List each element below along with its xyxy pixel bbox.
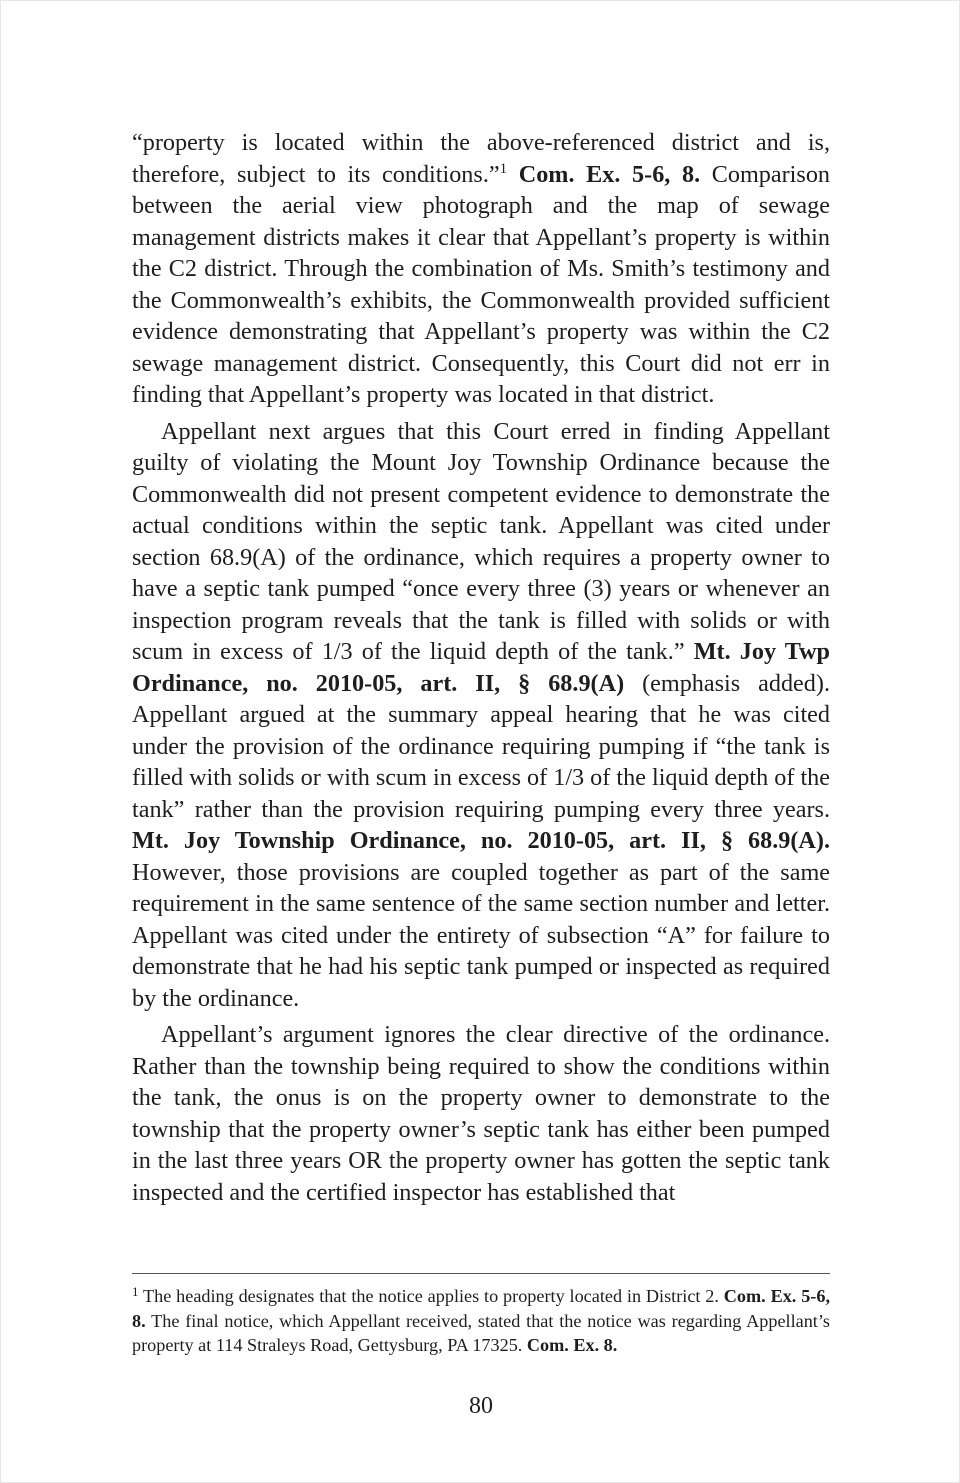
paragraph-text: “property is located within the above-referenced district and is, therefore, subject to its conditions.” [132,129,830,188]
footnote-text: The heading designates that the notice applies to property located in District 2. [138,1286,724,1306]
citation: Com. Ex. 5-6, 8. [518,160,701,188]
paragraph-3 [132,1019,830,1208]
footnote [132,1284,830,1358]
footnote-text: The final notice, which Appellant received, stated that the notice was regarding Appellant’s property at 114 Straleys Road, Gettysburg, PA 17325. [132,1310,830,1355]
paragraph-text: (emphasis added). Appellant argued at the summary appeal hearing that he was cited under the provision of the ordinance requiring pumping if “the tank is filled with solids or with scum in excess of 1/3 of the liquid depth of the tank” rather than the provision requiring pumping every three years. [132,669,830,823]
paragraph-text [507,161,519,188]
footnote-reference: 1 [499,160,508,177]
footnote-number: 1 [132,1284,139,1299]
paragraph-2 [132,416,830,1015]
paragraph-text: However, those provisions are coupled together as part of the same requirement in the same sentence of the same section number and letter. Appellant was cited under the entirety of subsection “A” for failure to demonstrate that he had his septic tank pumped or inspected as required by the ordinance. [132,858,830,1012]
citation: Mt. Joy Twp Ordinance, no. 2010-05, art. II, § 68.9(A) [132,638,830,697]
paragraph-text: Appellant’s argument ignores the clear directive of the ordinance. Rather than the township being required to show the conditions within the tank, the onus is on the property owner to demonstrate to the township that the property owner’s septic tank has either been pumped in the last three years OR the property owner has gotten the septic tank inspected and the certified inspector has established that [132,1021,830,1206]
citation: Mt. Joy Township Ordinance, no. 2010-05, art. II, § 68.9(A). [132,827,830,854]
citation: Com. Ex. 5-6, 8. [132,1286,830,1331]
paragraph-text: Comparison between the aerial view photograph and the map of sewage management districts makes it clear that Appellant’s property is within the C2 district. Through the combination of Ms. Smith’s testimony and the Commonwealth’s exhibits, the Commonwealth provided sufficient evidence demonstrating that Appellant’s property was within the C2 sewage management district. Consequently, this Court did not err in finding that Appellant’s property was located in that district. [132,160,831,408]
citation: Com. Ex. 8. [526,1335,618,1355]
footnote-divider [132,1273,830,1274]
paragraph-1 [132,127,830,411]
body-text [132,127,830,1213]
paragraph-text: Appellant next argues that this Court erred in finding Appellant guilty of violating the Mount Joy Township Ordinance because the Commonwealth did not present competent evidence to demonstrate the actual conditions within the septic tank. Appellant was cited under section 68.9(A) of the ordinance, which requires a property owner to have a septic tank pumped “once every three (3) years or whenever an inspection program reveals that the tank is filled with solids or with scum in excess of 1/3 of the liquid depth of the tank.” [132,417,830,665]
page-number: 80 [469,1393,493,1419]
